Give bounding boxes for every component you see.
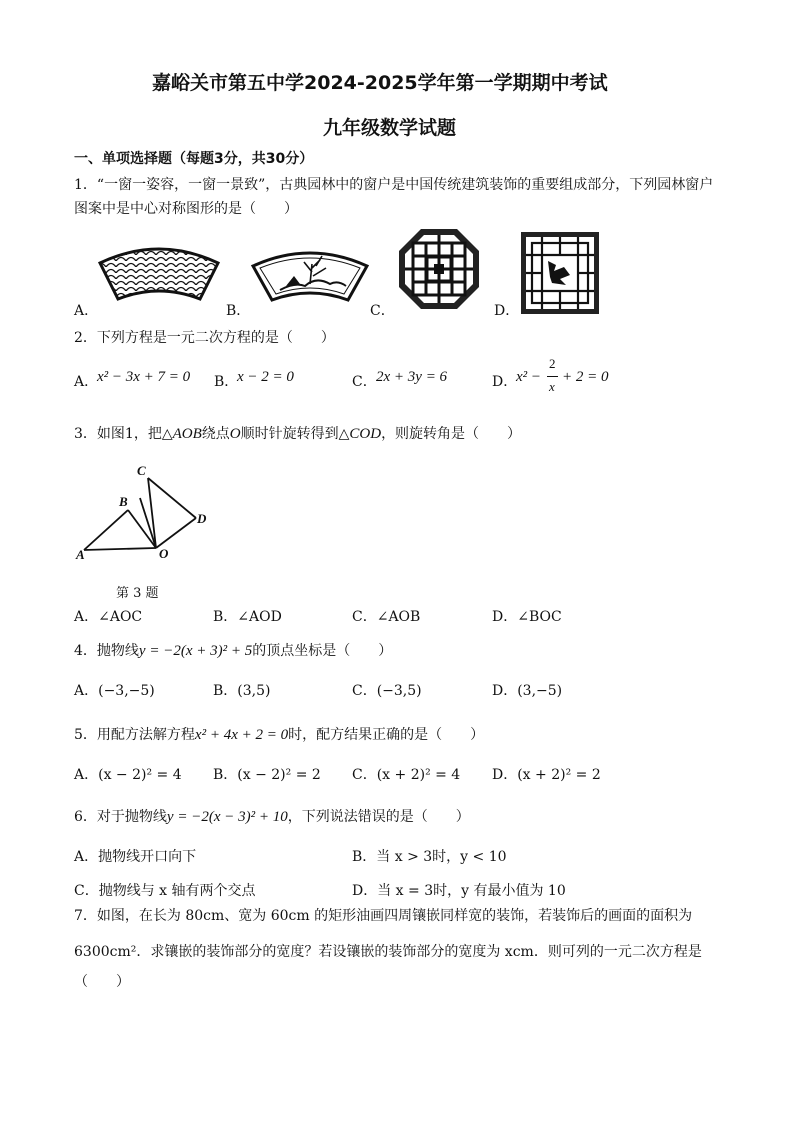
- q1-option-d-label: D．: [494, 303, 520, 319]
- q6-option-b: B．当 x > 3时，y < 10: [352, 849, 507, 865]
- exam-subtitle: 九年级数学试题: [323, 117, 457, 139]
- q3-option-a: A．∠AOC: [74, 609, 143, 625]
- q2-option-d-expr-post: + 2 = 0: [562, 369, 609, 385]
- window-fan-scales-figure: [96, 243, 222, 303]
- q3-label-b: B: [119, 494, 128, 509]
- q4-stem-post: 的顶点坐标是（ ）: [252, 643, 393, 659]
- q2-option-a-expr: x² − 3x + 7 = 0: [97, 369, 191, 385]
- q3-stem-post: ，则旋转角是（ ）: [381, 426, 522, 442]
- q3-stem-pre: 3．如图1，把△: [74, 426, 173, 442]
- q3-triangle-cod: COD: [349, 426, 382, 442]
- q4-stem-pre: 4．抛物线: [74, 643, 139, 659]
- q4-stem: [74, 640, 392, 660]
- q6-option-a: A．抛物线开口向下: [74, 849, 197, 865]
- q5-option-b: B．(x − 2)² = 2: [213, 767, 321, 783]
- q2-stem: 2．下列方程是一元二次方程的是（ ）: [74, 330, 335, 346]
- q3-label-a: A: [76, 547, 85, 562]
- q6-stem-pre: 6．对于抛物线: [74, 809, 167, 825]
- q6-option-d: D．当 x = 3时，y 有最小值为 10: [352, 883, 566, 899]
- q2-option-c-label: C．: [352, 374, 377, 390]
- window-octagon-lattice-figure: [397, 227, 481, 311]
- q3-option-c: C．∠AOB: [352, 609, 421, 625]
- q6-expr: y = −2(x − 3)² + 10: [166, 809, 288, 825]
- q7-line3: （ ）: [74, 974, 130, 990]
- window-square-lattice-figure: [520, 231, 600, 315]
- q4-option-d: D．(3,−5): [492, 683, 563, 699]
- q3-stem: [74, 423, 521, 443]
- q5-option-c: C．(x + 2)² = 4: [352, 767, 461, 783]
- q2-option-d-expr-pre: x² −: [516, 369, 542, 385]
- q3-stem-mid: 绕点: [201, 426, 230, 442]
- q7-line2: 6300cm²．求镶嵌的装饰部分的宽度？若设镶嵌的装饰部分的宽度为 xcm．则可列的一元二次方程是: [74, 944, 702, 960]
- q3-option-d: D．∠BOC: [492, 609, 562, 625]
- q2-option-d-fraction-denominator: x: [549, 379, 555, 394]
- q2-option-d-fraction-numerator: 2: [549, 356, 556, 371]
- q3-stem-mid2: 顺时针旋转得到△: [240, 426, 350, 442]
- q1-option-a-label: A．: [74, 303, 99, 319]
- q1-option-c-label: C．: [370, 303, 395, 319]
- q4-option-c: C．(−3,5): [352, 683, 422, 699]
- q5-stem-post: 时，配方结果正确的是（ ）: [288, 727, 485, 743]
- q4-option-a: A．(−3,−5): [74, 683, 155, 699]
- q3-option-b: B．∠AOD: [213, 609, 282, 625]
- q2-option-c-expr: 2x + 3y = 6: [376, 369, 448, 385]
- q1-option-b-label: B．: [226, 303, 251, 319]
- q4-expr: y = −2(x + 3)² + 5: [138, 643, 253, 659]
- q2-option-d-fraction-bar: [547, 376, 558, 377]
- q3-triangle-aob: AOB: [172, 426, 202, 442]
- q5-expr: x² + 4x + 2 = 0: [194, 727, 289, 743]
- q6-stem-post: ，下列说法错误的是（ ）: [287, 809, 470, 825]
- q2-option-d-label: D．: [492, 374, 518, 390]
- q2-option-a-label: A．: [74, 374, 99, 390]
- q6-option-c: C．抛物线与 x 轴有两个交点: [74, 883, 256, 899]
- q2-option-b-label: B．: [214, 374, 239, 390]
- q3-figure-caption: 第 3 题: [116, 586, 159, 601]
- q3-label-d: D: [197, 511, 207, 526]
- exam-title: 嘉峪关市第五中学2024-2025学年第一学期期中考试: [152, 72, 608, 94]
- q3-label-c: C: [137, 463, 146, 478]
- q5-stem-pre: 5．用配方法解方程: [74, 727, 195, 743]
- q5-option-d: D．(x + 2)² = 2: [492, 767, 601, 783]
- q7-line1: 7．如图，在长为 80cm、宽为 60cm 的矩形油画四周镶嵌同样宽的装饰，若装饰后的画面的面积为: [74, 908, 693, 924]
- q1-line1: 1．“一窗一姿容，一窗一景致”，古典园林中的窗户是中国传统建筑装饰的重要组成部分，下列园林窗户: [74, 177, 714, 193]
- q1-line2: 图案中是中心对称图形的是（ ）: [74, 201, 298, 217]
- q2-option-b-expr: x − 2 = 0: [237, 369, 294, 385]
- q6-stem: [74, 806, 470, 826]
- q3-label-o: O: [159, 546, 169, 561]
- q3-point-o: O: [229, 426, 241, 442]
- section-heading: 一、单项选择题（每题3分，共30分）: [74, 151, 314, 167]
- q4-option-b: B．(3,5): [213, 683, 271, 699]
- window-fan-landscape-figure: [250, 246, 370, 304]
- q5-stem: [74, 724, 484, 744]
- q5-option-a: A．(x − 2)² = 4: [74, 767, 182, 783]
